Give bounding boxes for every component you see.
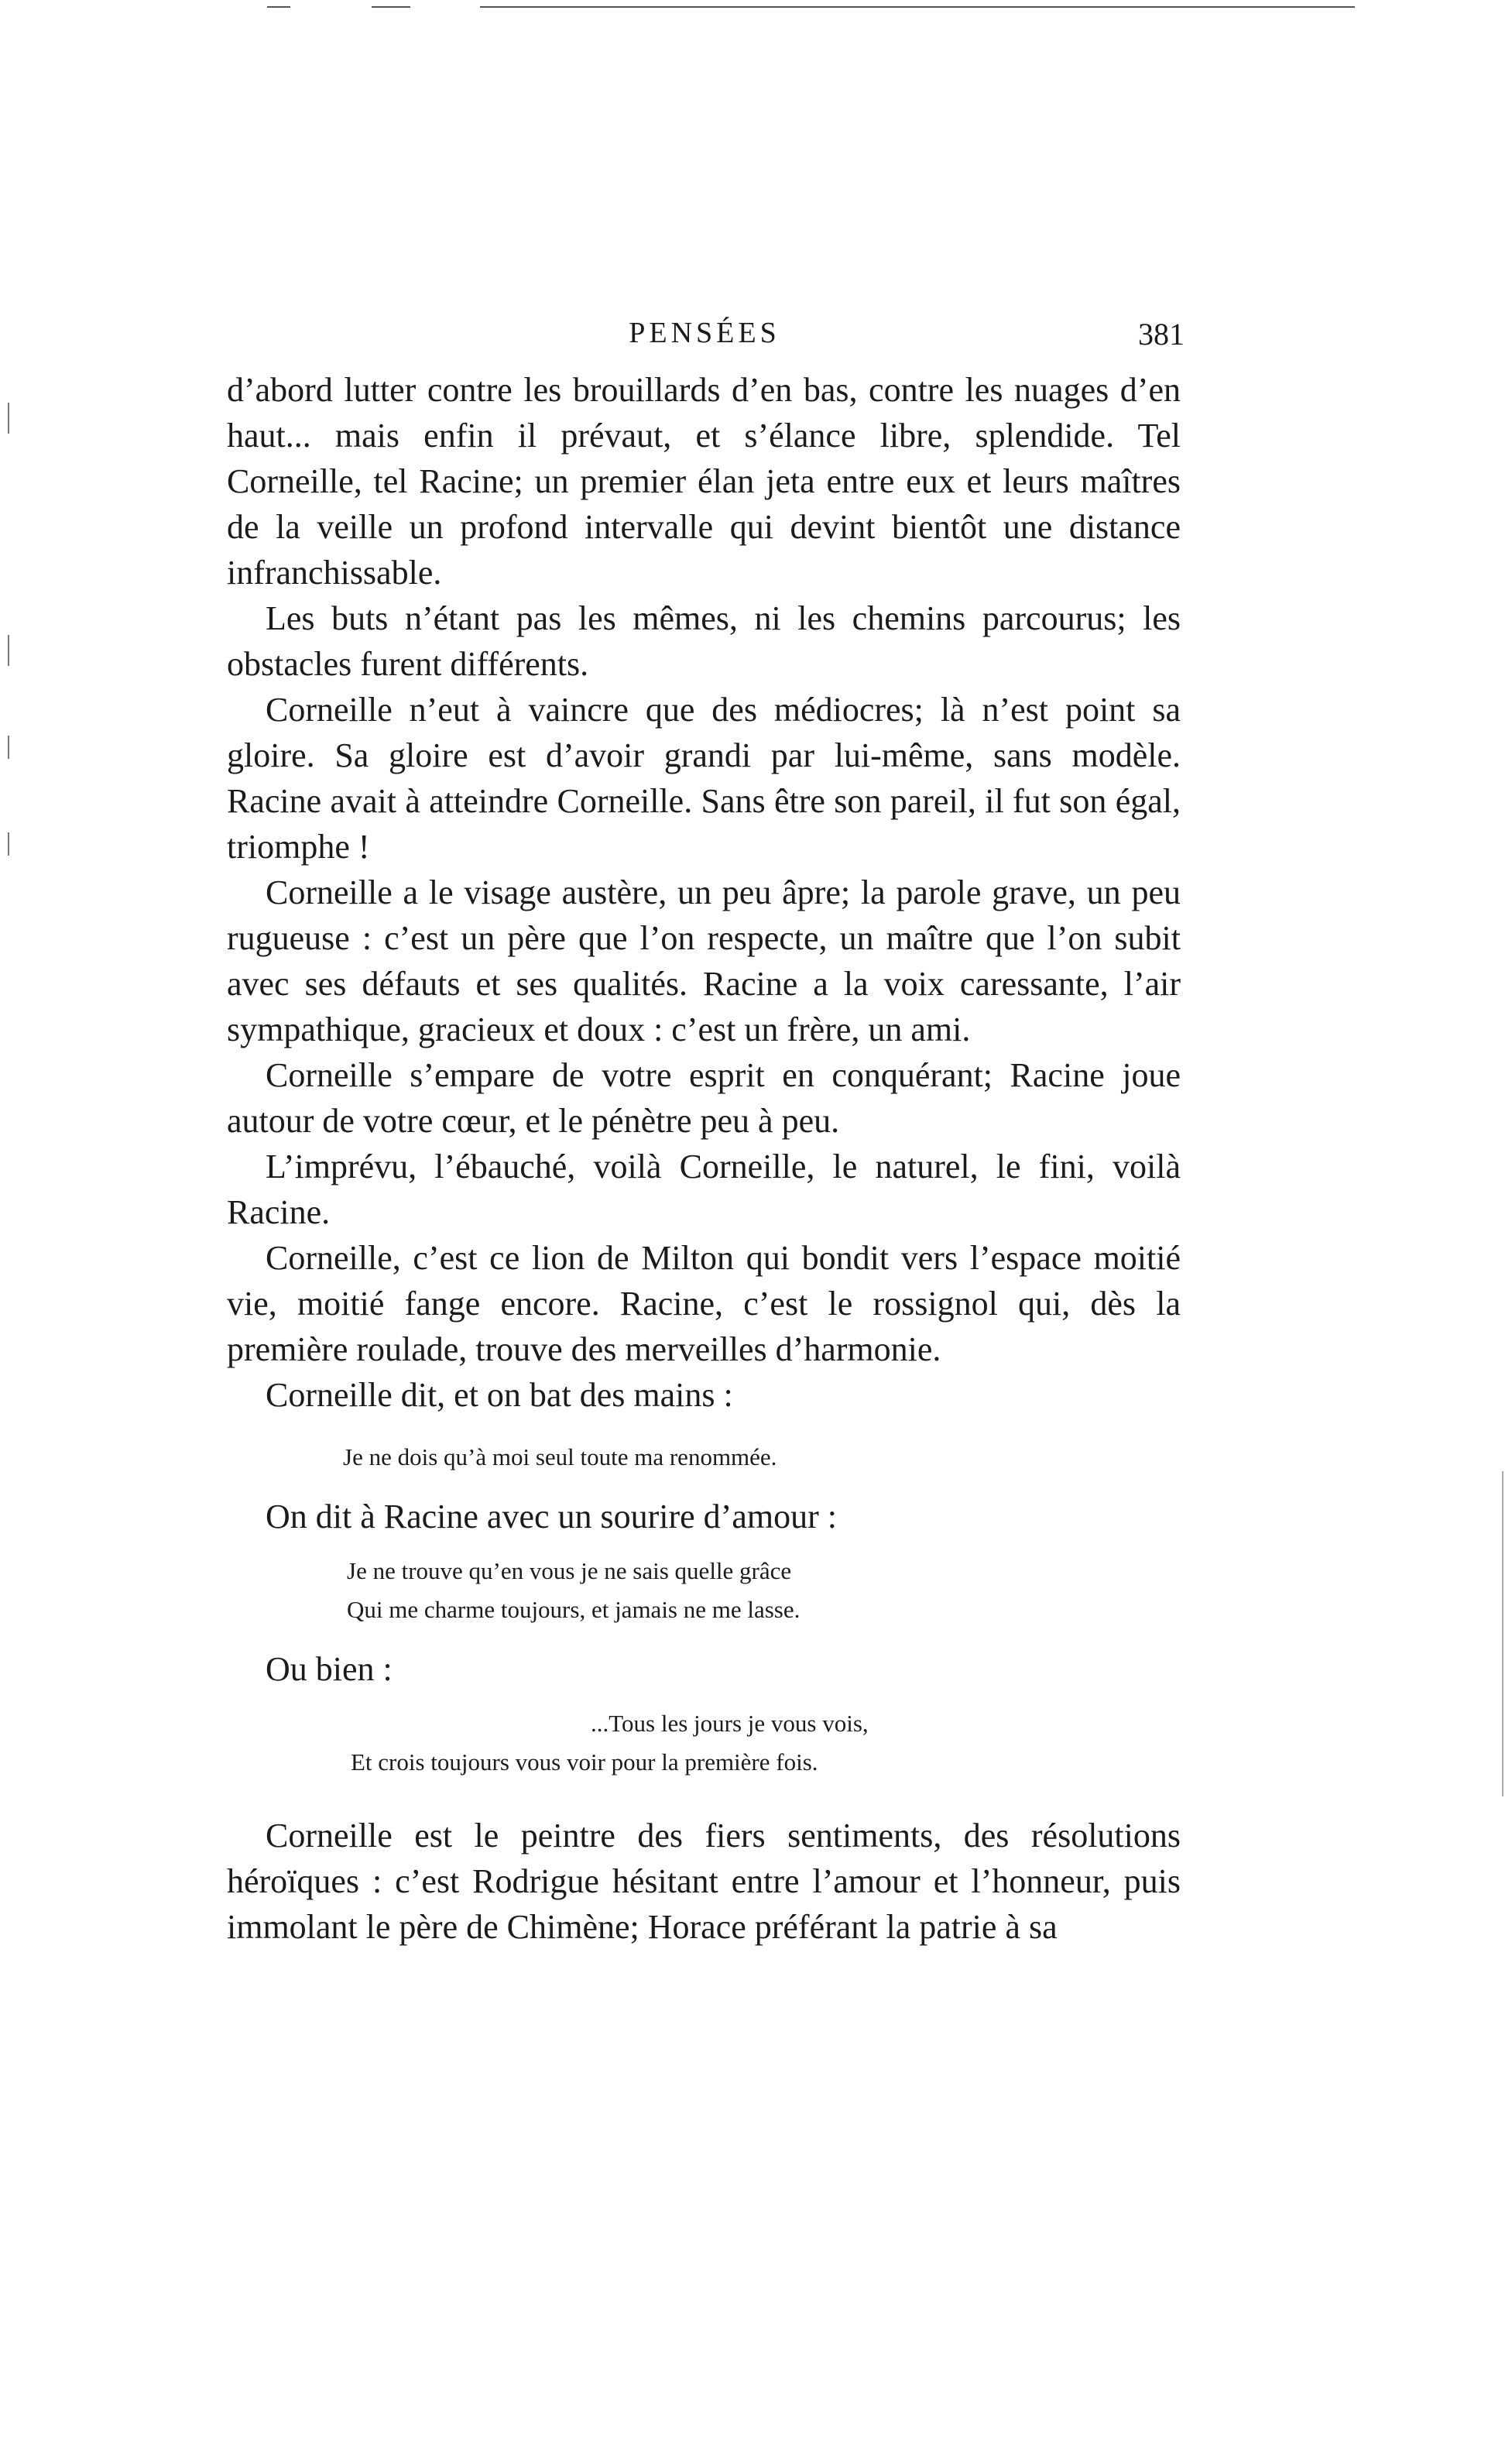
paragraph: Corneille dit, et on bat des mains :: [266, 1376, 733, 1414]
paragraph: d’abord lutter contre les brouillards d’en bas, contre les nuages d’en haut... mais enfin il prévaut, et s’élance libre, splendide. Tel Corneille, tel Racine; un premier élan jeta entre eux et leurs maîtres de la veille un profond intervalle qui devint bientôt une distance infranchissable.: [227, 371, 1181, 592]
top-scan-rule: [480, 6, 1355, 8]
verse-line: Je ne trouve qu’en vous je ne sais quelle grâce: [347, 1557, 792, 1584]
paragraph: Corneille n’eut à vaincre que des médiocres; là n’est point sa gloire. Sa gloire est d’avoir grandi par lui-même, sans modèle. Racine avait à atteindre Corneille. Sans être son pareil, il fut son égal, triomphe !: [227, 691, 1181, 866]
paragraph: On dit à Racine avec un sourire d’amour :: [266, 1498, 837, 1535]
margin-scan-mark: [8, 403, 9, 434]
page-header: [225, 316, 1185, 362]
page-number: 381: [1138, 317, 1185, 352]
margin-scan-mark: [8, 832, 9, 856]
verse-line: Qui me charme toujours, et jamais ne me lasse.: [347, 1596, 801, 1623]
verse-quote: [227, 1552, 1181, 1629]
verse-line: Et crois toujours vous voir pour la première fois.: [351, 1748, 818, 1776]
margin-scan-mark: [8, 635, 9, 666]
margin-scan-mark: [1502, 1471, 1503, 1796]
margin-scan-mark: [8, 736, 9, 759]
verse-quote: [227, 1704, 1181, 1782]
top-scan-rule: [267, 6, 290, 8]
paragraph: L’imprévu, l’ébauché, voilà Corneille, le naturel, le fini, voilà Racine.: [227, 1148, 1181, 1231]
paragraph: Ou bien :: [266, 1650, 393, 1688]
paragraph: Corneille est le peintre des fiers sentiments, des résolutions héroïques : c’est Rodrigue hésitant entre l’amour et l’honneur, puis immolant le père de Chimène; Horace préférant la patrie à sa: [227, 1817, 1181, 1946]
running-title: PENSÉES: [629, 317, 780, 349]
top-scan-rule: [372, 6, 410, 8]
paragraph: Corneille, c’est ce lion de Milton qui bondit vers l’espace moitié vie, moitié fange encore. Racine, c’est le rossignol qui, dès la première roulade, trouve des merveilles d’harmonie.: [227, 1239, 1181, 1368]
verse-line: ...Tous les jours je vous vois,: [591, 1710, 869, 1737]
verse-quote: Je ne dois qu’à moi seul toute ma renommée.: [343, 1443, 777, 1470]
paragraph: Les buts n’étant pas les mêmes, ni les chemins parcourus; les obstacles furent différents.: [227, 599, 1181, 683]
paragraph: Corneille s’empare de votre esprit en conquérant; Racine joue autour de votre cœur, et le pénètre peu à peu.: [227, 1056, 1181, 1140]
paragraph: Corneille a le visage austère, un peu âpre; la parole grave, un peu rugueuse : c’est un père que l’on respecte, un maître que l’on subit avec ses défauts et ses qualités. Racine a la voix caressante, l’air sympathique, gracieux et doux : c’est un frère, un ami.: [227, 873, 1181, 1048]
page-body: [227, 367, 1181, 1950]
